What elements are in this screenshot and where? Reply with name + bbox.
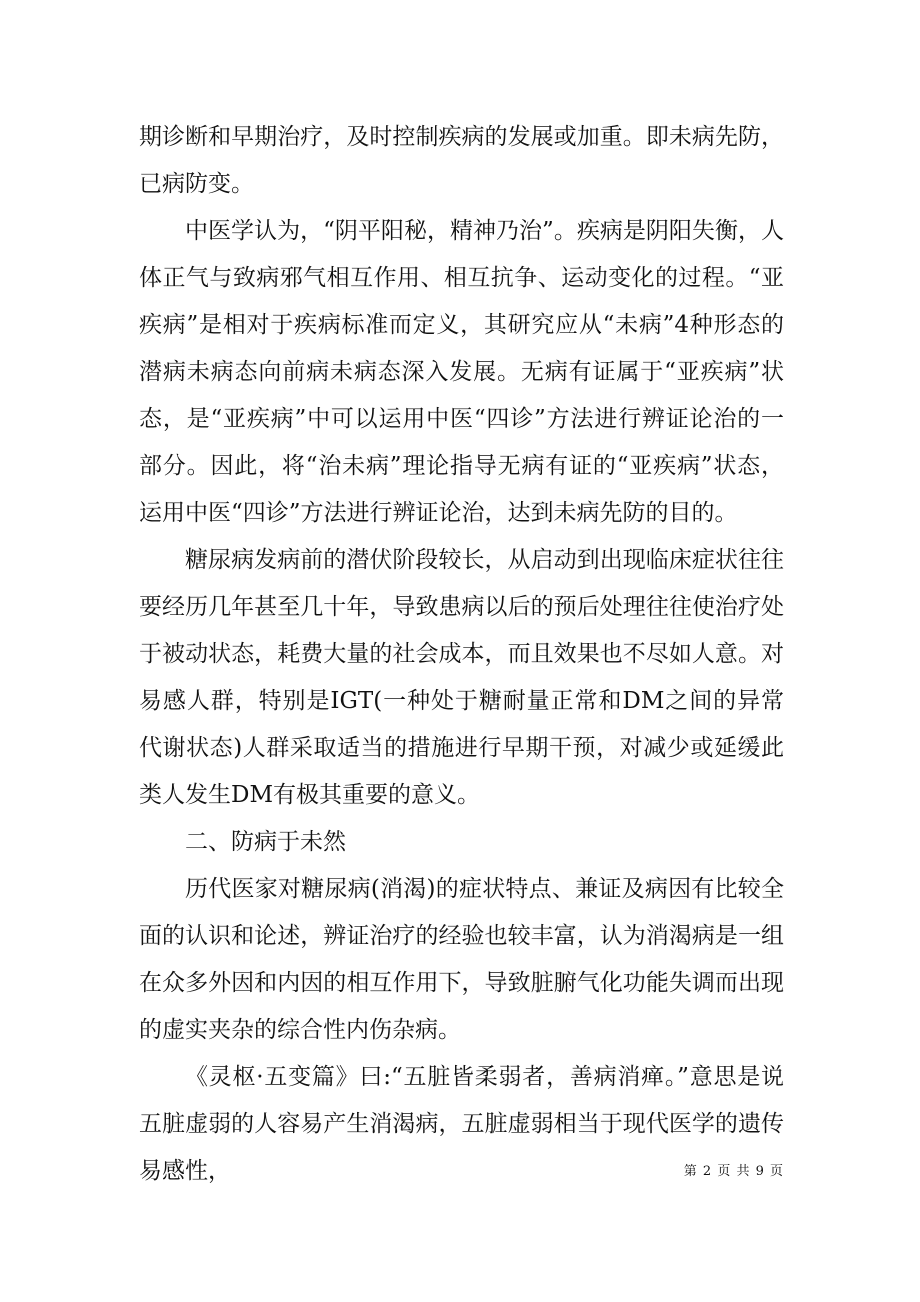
body-text: [139, 114, 784, 1195]
page-number-footer: 第 2 页 共 9 页: [683, 1164, 784, 1179]
paragraph-yin-yang-theory: 中医学认为，“阴平阳秘，精神乃治”。疾病是阴阳失衡，人体正气与致病邪气相互作用、相互抗争、运动变化的过程。“亚疾病”是相对于疾病标准而定义，其研究应从“未病”4种形态的潜病未病态向前病未病态深入发展。无病有证属于“亚疾病”状态，是“亚疾病”中可以运用中医“四诊”方法进行辨证论治的一部分。因此，将“治未病”理论指导无病有证的“亚疾病”状态，运用中医“四诊”方法进行辨证论治，达到未病先防的目的。: [139, 218, 784, 526]
paragraph-historical-physicians: 历代医家对糖尿病(消渴)的症状特点、兼证及病因有比较全面的认识和论述，辨证治疗的经验也较丰富，认为消渴病是一组在众多外因和内因的相互作用下，导致脏腑气化功能失调而出现的虚实夹杂的综合性内伤杂病。: [139, 876, 784, 1043]
section-heading-prevention: 二、防病于未然: [185, 829, 346, 855]
paragraph-continuation: 期诊断和早期治疗，及时控制疾病的发展或加重。即未病先防，已病防变。: [139, 124, 784, 197]
paragraph-lingshu-quote: 《灵枢·五变篇》曰:“五脏皆柔弱者，善病消瘅。”意思是说五脏虚弱的人容易产生消渴病，五脏虚弱相当于现代医学的遗传易感性，: [139, 1064, 784, 1184]
paragraph-diabetes-latency: 糖尿病发病前的潜伏阶段较长，从启动到出现临床症状往往要经历几年甚至几十年，导致患病以后的预后处理往往使治疗处于被动状态，耗费大量的社会成本，而且效果也不尽如人意。对易感人群，特别是IGT(一种处于糖耐量正常和DM之间的异常代谢状态)人群采取适当的措施进行早期干预，对减少或延缓此类人发生DM有极其重要的意义。: [139, 547, 784, 808]
